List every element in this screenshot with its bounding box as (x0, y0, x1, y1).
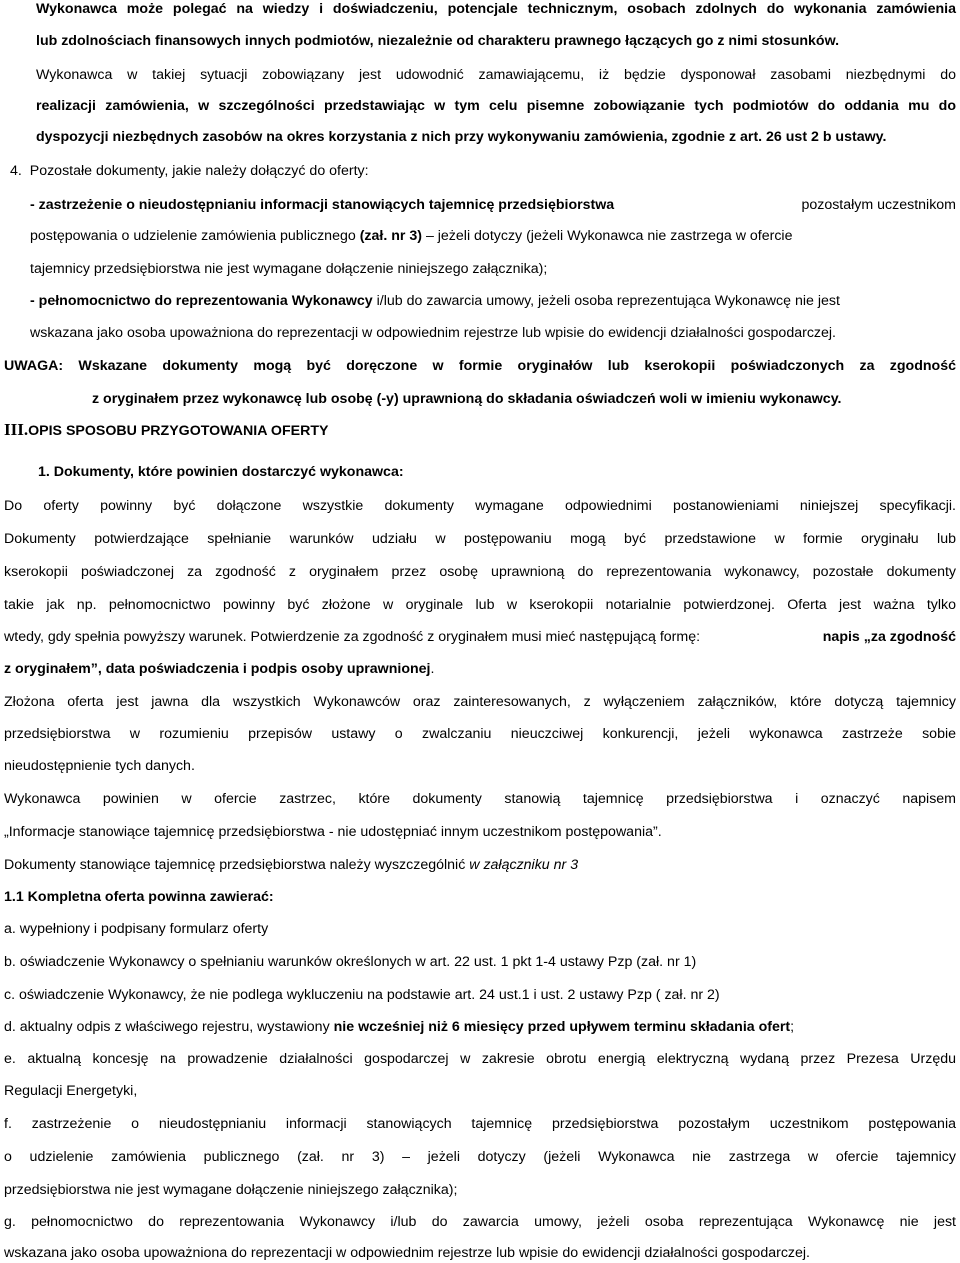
offer-item-g-line-2: wskazana jako osoba upoważniona do reprezentacji w odpowiednim rejestrze lub wpisie do ewidencji działalności gospodarczej. (4, 1245, 810, 1261)
offer-item-e-line-2: Regulacji Energetyki, (4, 1083, 138, 1099)
section3-sub1: 1. Dokumenty, które powinien dostarczyć wykonawca: (38, 464, 404, 480)
section3-heading (4, 421, 960, 440)
uwaga-line-2: z oryginałem przez wykonawcę lub osobę (-y) uprawnioną do składania oświadczeń woli w imieniu wykonawcy. (92, 391, 842, 407)
offer-item-f-line-3: przedsiębiorstwa nie jest wymagane dołączenie niniejszego załącznika); (4, 1182, 458, 1198)
item4-a-line-3: tajemnicy przedsiębiorstwa nie jest wymagane dołączenie niniejszego załącznika); (30, 261, 548, 277)
offer-item-g-line-1: g. pełnomocnictwo do reprezentowania Wykonawcy i/lub do zawarcia umowy, jeżeli osoba reprezentująca Wykonawcę nie jest (4, 1214, 956, 1230)
body-line-8: przedsiębiorstwa w rozumieniu przepisów ustawy o zwalczaniu nieuczciwej konkurencji, jeżeli wykonawca zastrzeże sobie (4, 726, 956, 742)
offer-title: 1.1 Kompletna oferta powinna zawierać: (4, 889, 274, 905)
item4-a-line-1: - zastrzeżenie o nieudostępnianiu informacji stanowiących tajemnicę przedsiębiorstwa pozostałym uczestnikom (30, 197, 956, 213)
intro-line-3: realizacji zamówienia, w szczególności przedstawiając w tym celu pisemne zobowiązanie tych podmiotów do oddania mu do (36, 98, 956, 114)
offer-item-f-line-1: f. zastrzeżenie o nieudostępnianiu informacji stanowiących tajemnicę przedsiębiorstwa pozostałym uczestnikom postępowania (4, 1116, 956, 1132)
body-line-3: kserokopii poświadczonej za zgodność z oryginałem przez osobę uprawnioną do reprezentowania wykonawcy, pozostałe dokumenty (4, 564, 956, 580)
section3-roman: III. (4, 420, 29, 439)
item4-b-line-2: wskazana jako osoba upoważniona do reprezentacji w odpowiednim rejestrze lub wpisie do ewidencji działalności gospodarczej. (30, 325, 836, 341)
item4-heading (10, 162, 960, 180)
body-line-7: Złożona oferta jest jawna dla wszystkich Wykonawców oraz zainteresowanych, z wyłączeniem załączników, które dotyczą tajemnicy (4, 694, 956, 710)
body-line-1: Do oferty powinny być dołączone wszystkie dokumenty wymagane odpowiednimi postanowieniami niniejszej specyfikacji. (4, 498, 956, 514)
offer-item-b: b. oświadczenie Wykonawcy o spełnianiu warunków określonych w art. 22 ust. 1 pkt 1-4 ustawy Pzp (zał. nr 1) (4, 954, 697, 970)
body-line-4: takie jak np. pełnomocnictwo powinny być złożone w oryginale lub w kserokopii notarialnie potwierdzonej. Oferta jest ważna tylko (4, 597, 956, 613)
item4-title: Pozostałe dokumenty, jakie należy dołączyć do oferty: (29, 163, 369, 179)
body-line-5: wtedy, gdy spełnia powyższy warunek. Potwierdzenie za zgodność z oryginałem musi mieć następującą formę: napis „za zgodność (4, 629, 956, 645)
offer-item-f-line-2: o udzielenie zamówienia publicznego (zał. nr 3) – jeżeli dotyczy (jeżeli Wykonawca nie zastrzega w ofercie tajemnicy (4, 1149, 956, 1165)
offer-item-e-line-1: e. aktualną koncesję na prowadzenie działalności gospodarczej w zakresie obrotu energią elektryczną wydaną przez Prezesa Urzędu (4, 1051, 956, 1067)
body-line-12: Dokumenty stanowiące tajemnicę przedsiębiorstwa należy wyszczególnić w załączniku nr 3 (4, 857, 579, 873)
body-line-11: „Informacje stanowiące tajemnicę przedsiębiorstwa - nie udostępniać innym uczestnikom postępowania”. (4, 824, 662, 840)
item4-number: 4. (10, 163, 22, 179)
intro-line-1: Wykonawca może polegać na wiedzy i doświadczeniu, potencjale technicznym, osobach zdolnych do wykonania zamówienia (36, 1, 956, 17)
body-line-9: nieudostępnienie tych danych. (4, 758, 195, 774)
uwaga-line-1: UWAGA: Wskazane dokumenty mogą być doręczone w formie oryginałów lub kserokopii poświadczonych za zgodność (4, 358, 956, 374)
body-line-2: Dokumenty potwierdzające spełnianie warunków udziału w postępowaniu mogą być przedstawione w formie oryginału lub (4, 531, 956, 547)
offer-item-c: c. oświadczenie Wykonawcy, że nie podlega wykluczeniu na podstawie art. 24 ust.1 i ust. 2 ustawy Pzp ( zał. nr 2) (4, 987, 720, 1003)
offer-item-d: d. aktualny odpis z właściwego rejestru, wystawiony nie wcześniej niż 6 miesięcy przed upływem terminu składania ofert; (4, 1019, 795, 1035)
body-line-10: Wykonawca powinien w ofercie zastrzec, które dokumenty stanowią tajemnicę przedsiębiorstwa i oznaczyć napisem (4, 791, 956, 807)
intro-line-4: dyspozycji niezbędnych zasobów na okres korzystania z nich przy wykonywaniu zamówienia, zgodnie z art. 26 ust 2 b ustawy. (36, 129, 887, 145)
intro-line-2b: Wykonawca w takiej sytuacji zobowiązany jest udowodnić zamawiającemu, iż będzie dysponował zasobami niezbędnymi do (36, 67, 956, 83)
section3-title: OPIS SPOSOBU PRZYGOTOWANIA OFERTY (28, 423, 329, 439)
item4-a-line-2: postępowania o udzielenie zamówienia publicznego (zał. nr 3) – jeżeli dotyczy (jeżeli Wykonawca nie zastrzega w ofercie (30, 228, 793, 244)
body-line-6: z oryginałem”, data poświadczenia i podpis osoby uprawnionej. (4, 661, 435, 677)
offer-item-a: a. wypełniony i podpisany formularz oferty (4, 921, 269, 937)
item4-b-line-1: - pełnomocnictwo do reprezentowania Wykonawcy i/lub do zawarcia umowy, jeżeli osoba reprezentująca Wykonawcę nie jest (30, 293, 840, 309)
intro-line-2: lub zdolnościach finansowych innych podmiotów, niezależnie od charakteru prawnego łączących go z nimi stosunków. (36, 33, 840, 49)
